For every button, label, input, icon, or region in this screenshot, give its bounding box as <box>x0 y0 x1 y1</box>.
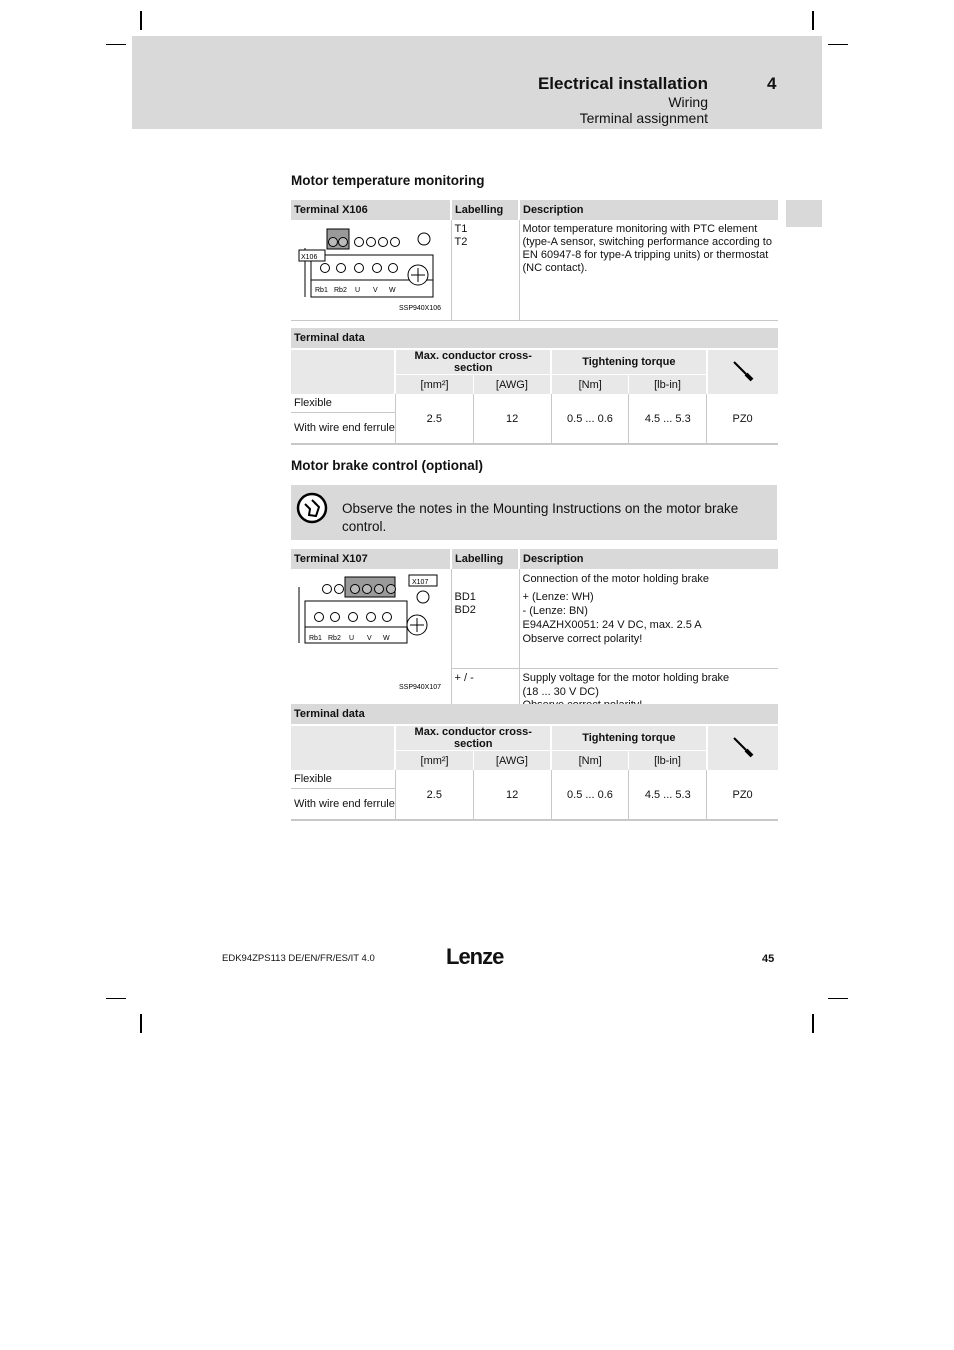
value-nm: 0.5 ... 0.6 <box>551 770 629 820</box>
terminal-figure-cell <box>291 220 451 321</box>
chapter-subtitle: Wiring <box>668 94 708 110</box>
value-tool: PZ0 <box>707 394 778 444</box>
row-label: With wire end ferrule <box>291 789 395 821</box>
value-nm: 0.5 ... 0.6 <box>551 394 629 444</box>
description-cell: Motor temperature monitoring with PTC element (type-A sensor, switching performance according to EN 60947-8 for type-A tripping units) or thermostat (NC contact). <box>519 220 778 321</box>
col-header: Terminal X106 <box>291 200 451 220</box>
chapter-subtitle-2: Terminal assignment <box>579 110 708 126</box>
description-line: E94AZHX0051: 24 V DC, max. 2.5 A <box>522 619 702 631</box>
labelling-cell <box>451 220 519 321</box>
terminal-data-table <box>291 704 778 821</box>
table-caption: Terminal data <box>291 704 778 725</box>
labelling-cell <box>451 569 519 669</box>
figure-terminal-label: Rb2 <box>328 635 341 642</box>
page-number: 45 <box>762 953 775 965</box>
crop-mark <box>106 44 126 45</box>
hand-note-icon <box>296 492 328 524</box>
row-label: Flexible <box>291 394 395 413</box>
terminal-label: T1 <box>454 223 468 235</box>
unit-lbin: [lb-in] <box>629 751 707 771</box>
figure-code: SSP940X106 <box>399 305 442 312</box>
chapter-title: Electrical installation <box>537 74 708 93</box>
unit-awg: [AWG] <box>473 751 551 771</box>
empty-header <box>291 725 395 770</box>
value-tool: PZ0 <box>707 770 778 820</box>
figure-tag: X107 <box>412 579 429 586</box>
crop-mark <box>812 11 814 30</box>
screwdriver-icon <box>707 349 778 394</box>
section-title: Motor temperature monitoring <box>291 173 485 188</box>
unit-lbin: [lb-in] <box>629 375 707 395</box>
section-title: Motor brake control (optional) <box>291 458 483 473</box>
unit-awg: [AWG] <box>473 375 551 395</box>
unit-mm2: [mm²] <box>395 375 473 395</box>
col-header: Labelling <box>451 200 519 220</box>
description-line: + (Lenze: WH) <box>522 591 594 603</box>
unit-mm2: [mm²] <box>395 751 473 771</box>
crop-mark <box>140 1014 142 1033</box>
figure-terminal-label: W <box>383 635 390 642</box>
note-box <box>291 485 777 540</box>
figure-code: SSP940X107 <box>399 684 442 691</box>
note-text: Observe the notes in the Mounting Instructions on the motor brake control. <box>342 501 739 534</box>
description-line: - (Lenze: BN) <box>522 605 588 617</box>
row-label: Flexible <box>291 770 395 789</box>
col-header: Labelling <box>451 549 519 569</box>
figure-terminal-label: Rb2 <box>334 287 347 294</box>
value-lbin: 4.5 ... 5.3 <box>629 394 707 444</box>
torque-header: Tightening torque <box>551 349 707 375</box>
terminal-table <box>291 549 778 715</box>
unit-nm: [Nm] <box>551 751 629 771</box>
lenze-logo: Lenze <box>446 944 504 969</box>
figure-terminal-label: W <box>389 287 396 294</box>
header-band <box>132 36 822 129</box>
col-header: Terminal X107 <box>291 549 451 569</box>
crop-mark <box>812 1014 814 1033</box>
empty-header <box>291 349 395 394</box>
torque-header: Tightening torque <box>551 725 707 751</box>
terminal-label: T2 <box>454 236 468 248</box>
crop-mark <box>140 11 142 30</box>
figure-tag: X106 <box>301 254 318 261</box>
col-header: Description <box>519 549 778 569</box>
side-tab <box>786 200 822 227</box>
value-mm2: 2.5 <box>395 394 473 444</box>
chapter-number: 4 <box>767 74 777 93</box>
crop-mark <box>828 44 848 45</box>
value-mm2: 2.5 <box>395 770 473 820</box>
terminal-x107-figure <box>291 569 447 693</box>
unit-nm: [Nm] <box>551 375 629 395</box>
crop-mark <box>828 998 848 999</box>
figure-terminal-label: V <box>367 635 372 642</box>
figure-terminal-label: U <box>349 635 355 642</box>
description-cell <box>519 569 778 669</box>
row-label: With wire end ferrule <box>291 413 395 445</box>
figure-terminal-label: Rb1 <box>309 635 322 642</box>
value-awg: 12 <box>473 394 551 444</box>
table-caption: Terminal data <box>291 328 778 349</box>
screwdriver-icon <box>707 725 778 770</box>
figure-terminal-label: V <box>373 287 378 294</box>
figure-terminal-label: U <box>355 287 361 294</box>
terminal-x106-figure <box>291 220 447 317</box>
cross-section-header: Max. conductor cross-section <box>395 725 551 751</box>
terminal-label: BD2 <box>454 604 476 616</box>
crop-mark <box>106 998 126 999</box>
col-header: Description <box>519 200 778 220</box>
terminal-figure-cell <box>291 569 451 715</box>
terminal-table <box>291 200 778 321</box>
terminal-data-table <box>291 328 778 445</box>
document-id: EDK94ZPS113 DE/EN/FR/ES/IT 4.0 <box>222 953 375 964</box>
value-lbin: 4.5 ... 5.3 <box>629 770 707 820</box>
description-line: Observe correct polarity! <box>522 633 643 645</box>
description-line: Supply voltage for the motor holding brake <box>522 672 730 684</box>
labelling-cell: + / - <box>451 669 519 715</box>
figure-terminal-label: Rb1 <box>315 287 328 294</box>
description-line: Connection of the motor holding brake <box>522 573 710 585</box>
value-awg: 12 <box>473 770 551 820</box>
terminal-label: BD1 <box>454 591 476 603</box>
cross-section-header: Max. conductor cross-section <box>395 349 551 375</box>
description-line: (18 ... 30 V DC) <box>522 685 599 698</box>
